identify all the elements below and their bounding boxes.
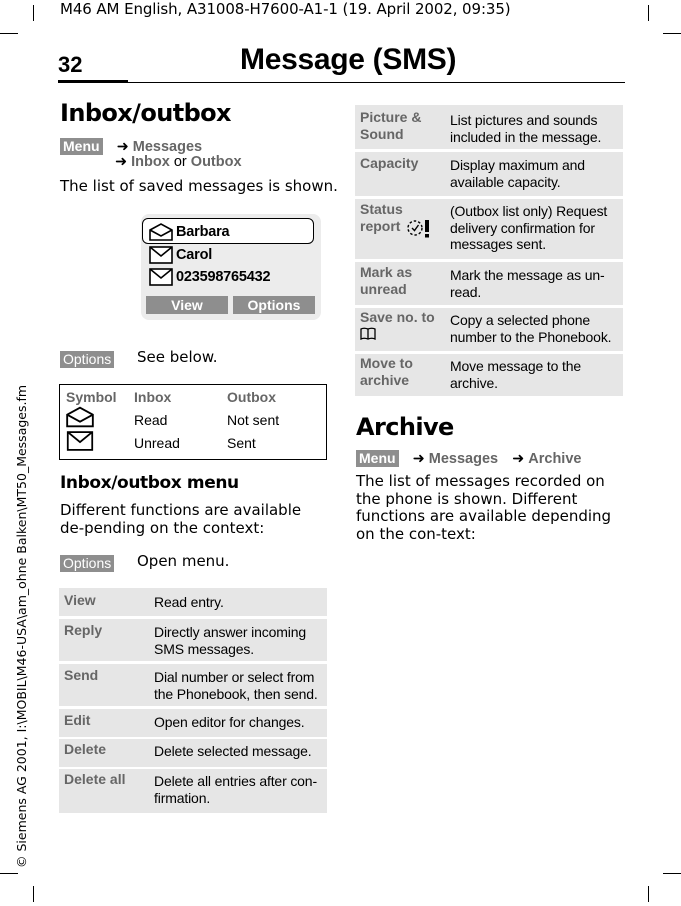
envelope-closed-icon: [66, 431, 94, 451]
message-list-item[interactable]: [149, 221, 229, 243]
page-number: 32: [58, 52, 83, 77]
open-menu-line: [60, 553, 114, 572]
outbox-header: Outbox: [227, 389, 276, 405]
function-value: (Outbox list only) Request delivery confirmation for messages sent.: [450, 203, 608, 252]
function-key: Mark as unread: [360, 264, 413, 297]
copyright-sidebar: © Siemens AG 2001, I:\MOBIL\M46-USA\am_ohne Balken\MT50_Messages.fm: [14, 384, 29, 868]
nav-outbox: Outbox: [190, 154, 242, 170]
softkey-options[interactable]: Options: [233, 296, 315, 314]
section-heading-inbox-outbox: Inbox/outbox: [60, 99, 231, 127]
header-rule: [58, 82, 625, 83]
function-key: Reply: [64, 622, 103, 638]
nav-messages: Messages: [132, 139, 203, 155]
function-key: Delete all: [64, 771, 126, 787]
message-sender: 023598765432: [176, 269, 271, 285]
function-value: Move message to the archive.: [450, 358, 581, 391]
function-key: Edit: [64, 712, 91, 728]
archive-text: The list of messages recorded on the phone is shown. Different functions are available depending on the con-text:: [356, 472, 612, 543]
phonebook-icon: [360, 327, 376, 341]
crop-mark: [648, 886, 649, 902]
outbox-sent: Sent: [227, 435, 256, 451]
envelope-closed-icon: [149, 246, 173, 264]
function-key: Save no. to: [360, 309, 435, 325]
open-menu-text: Open menu.: [137, 552, 230, 570]
crop-mark: [33, 886, 34, 902]
header-rule-accent: [58, 80, 128, 83]
options-key: Options: [60, 351, 114, 368]
message-sender: Carol: [176, 247, 213, 263]
nav-path-archive: [356, 450, 581, 467]
menu-key: Menu: [60, 138, 103, 155]
nav-path-inbox: [60, 138, 202, 155]
section-heading-archive: Archive: [356, 413, 454, 441]
crop-mark: [663, 873, 681, 874]
function-key: View: [64, 592, 96, 608]
envelope-open-icon: [66, 406, 94, 428]
function-key: Picture & Sound: [360, 109, 422, 142]
crop-mark: [0, 873, 18, 874]
section-heading-menu: Inbox/outbox menu: [60, 473, 239, 493]
softkey-view[interactable]: View: [146, 296, 228, 314]
function-value: Directly answer incoming SMS messages.: [154, 624, 307, 657]
arrow-icon: ➜: [512, 451, 525, 467]
menu-intro-text: [60, 502, 328, 537]
function-value: Open editor for changes.: [154, 714, 305, 730]
document-info-line: M46 AM English, A31008-H7600-A1-1 (19. April 2002, 09:35): [60, 0, 511, 18]
arrow-icon: ➜: [115, 154, 128, 170]
crop-mark: [33, 5, 34, 21]
message-sender: Barbara: [176, 224, 230, 240]
function-key: Delete: [64, 741, 107, 757]
inbox-header: Inbox: [134, 389, 172, 405]
menu-key: Menu: [356, 450, 399, 467]
arrow-icon: ➜: [116, 139, 129, 155]
function-key: Status report: [360, 201, 403, 234]
function-value: Delete all entries after con-firmation.: [154, 773, 317, 806]
envelope-open-icon: [149, 223, 173, 241]
message-list-item[interactable]: [149, 244, 212, 266]
inbox-read: Read: [134, 412, 168, 428]
page-title: Message (SMS): [240, 43, 457, 76]
menu-intro: Different functions are available de-pending on the context:: [60, 501, 302, 537]
symbol-header: Symbol: [66, 389, 117, 405]
function-value: Display maximum and available capacity.: [450, 157, 585, 190]
envelope-closed-icon: [149, 268, 173, 286]
crop-mark: [0, 33, 18, 34]
options-key: Options: [60, 555, 114, 572]
inbox-intro-text: The list of saved messages is shown.: [60, 177, 338, 195]
inbox-unread: Unread: [134, 435, 180, 451]
status-report-icon: [404, 217, 434, 239]
options-text: See below.: [137, 348, 218, 366]
function-key: Send: [64, 667, 99, 683]
function-key: Move to archive: [360, 355, 413, 388]
function-value: Dial number or select from the Phonebook, then send.: [154, 669, 318, 702]
crop-mark: [663, 33, 681, 34]
outbox-not-sent: Not sent: [227, 412, 280, 428]
message-list-item[interactable]: [149, 266, 270, 288]
arrow-icon: ➜: [412, 451, 425, 467]
function-value: Copy a selected phone number to the Phonebook.: [450, 312, 612, 345]
nav-inbox: Inbox: [131, 154, 170, 170]
function-value: Read entry.: [154, 594, 224, 610]
crop-mark: [648, 5, 649, 21]
phone-screen: [141, 214, 321, 320]
function-value: Mark the message as un-read.: [450, 267, 605, 300]
options-line: [60, 349, 114, 368]
nav-messages: Messages: [428, 451, 499, 467]
function-value: List pictures and sounds included in the message.: [450, 112, 602, 145]
function-value: Delete selected message.: [154, 743, 312, 759]
nav-path-inbox-2: [115, 154, 242, 170]
function-key: Capacity: [360, 155, 419, 171]
nav-or: or: [173, 154, 187, 170]
symbol-table: [59, 384, 327, 460]
nav-archive: Archive: [528, 451, 582, 467]
